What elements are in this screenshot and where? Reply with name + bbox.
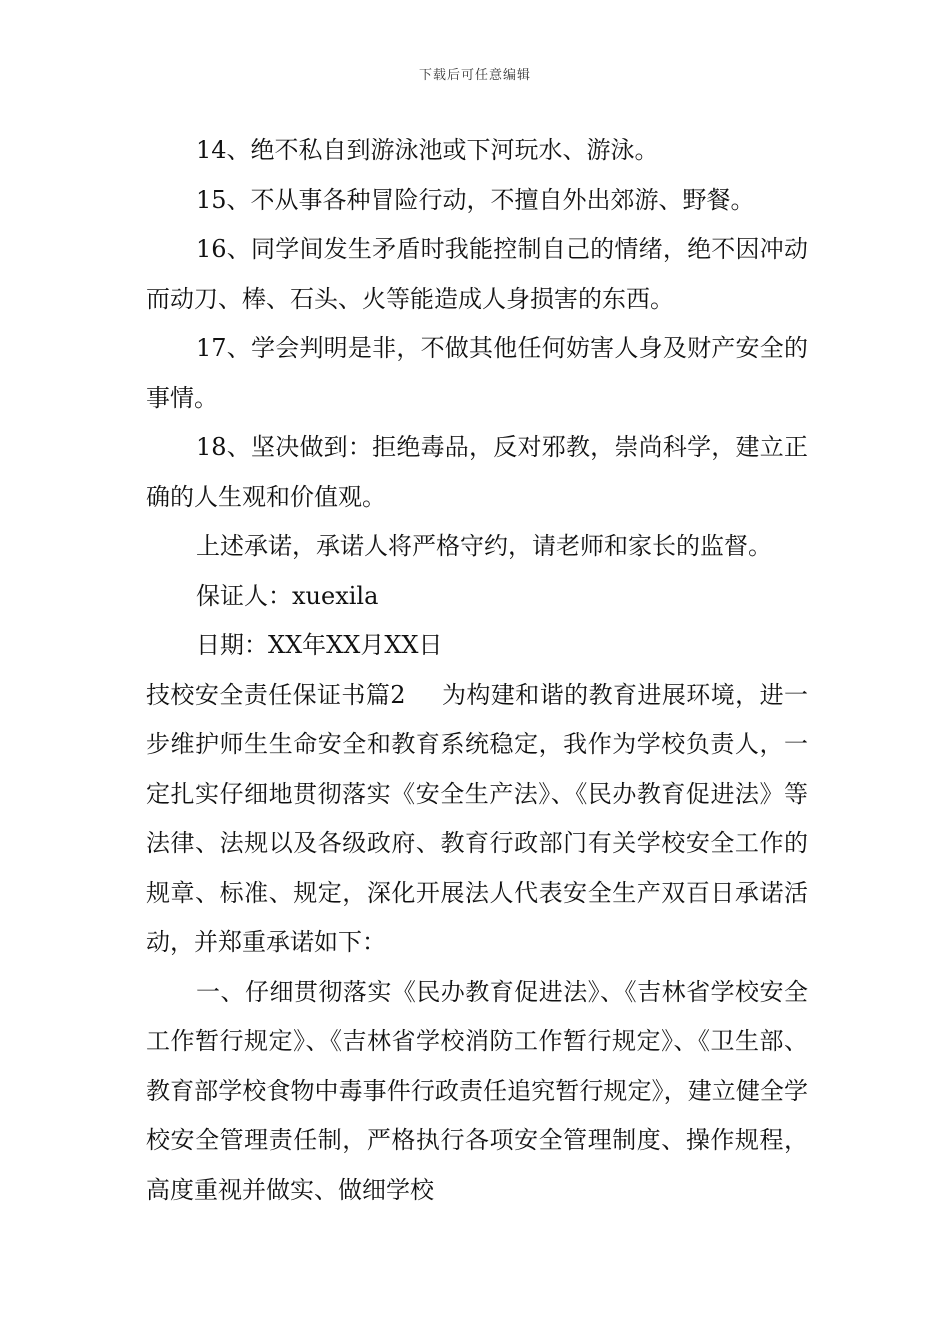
section-2-intro-text: 为构建和谐的教育进展环境，进一步维护师生生命安全和教育系统稳定，我作为学校负责人，一定扎实仔细地贯彻落实《安全生产法》、《民办教育促进法》等法律、法规以及各级政府、教育行政部门有关学校安全工作的规章、标准、规定，深化开展法人代表安全生产双百日承诺活动，并郑重承诺如下：: [146, 680, 808, 956]
paragraph-item-14: 14、绝不私自到游泳池或下河玩水、游泳。: [196, 136, 659, 164]
section-2-title: 技校安全责任保证书篇2: [146, 680, 406, 709]
section-2-item-1: 一、仔细贯彻落实《民办教育促进法》、《吉林省学校安全工作暂行规定》、《吉林省学校消防工作暂行规定》、《卫生部、教育部学校食物中毒事件行政责任追究暂行规定》，建立健全学校安全管理责任制，严格执行各项安全管理制度、操作规程，高度重视并做实、做细学校: [146, 977, 808, 1204]
date-line: 日期：XX年XX月XX日: [196, 631, 443, 659]
paragraph-item-16: 16、同学间发生矛盾时我能控制自己的情绪，绝不因冲动而动刀、棒、石头、火等能造成人身损害的东西。: [146, 235, 808, 313]
section-2-intro: [146, 671, 808, 968]
download-note: 下载后可任意编辑: [418, 68, 531, 83]
guarantor-line: 保证人：xuexila: [196, 581, 379, 610]
paragraph-item-18: 18、坚决做到：拒绝毒品，反对邪教，崇尚科学，建立正确的人生观和价值观。: [146, 433, 808, 511]
document-body: [146, 126, 808, 1215]
paragraph-item-17: 17、学会判明是非，不做其他任何妨害人身及财产安全的事情。: [146, 334, 808, 412]
paragraph-item-15: 15、不从事各种冒险行动，不擅自外出郊游、野餐。: [196, 185, 755, 214]
paragraph-commitment-note: 上述承诺，承诺人将严格守约，请老师和家长的监督。: [196, 532, 772, 560]
